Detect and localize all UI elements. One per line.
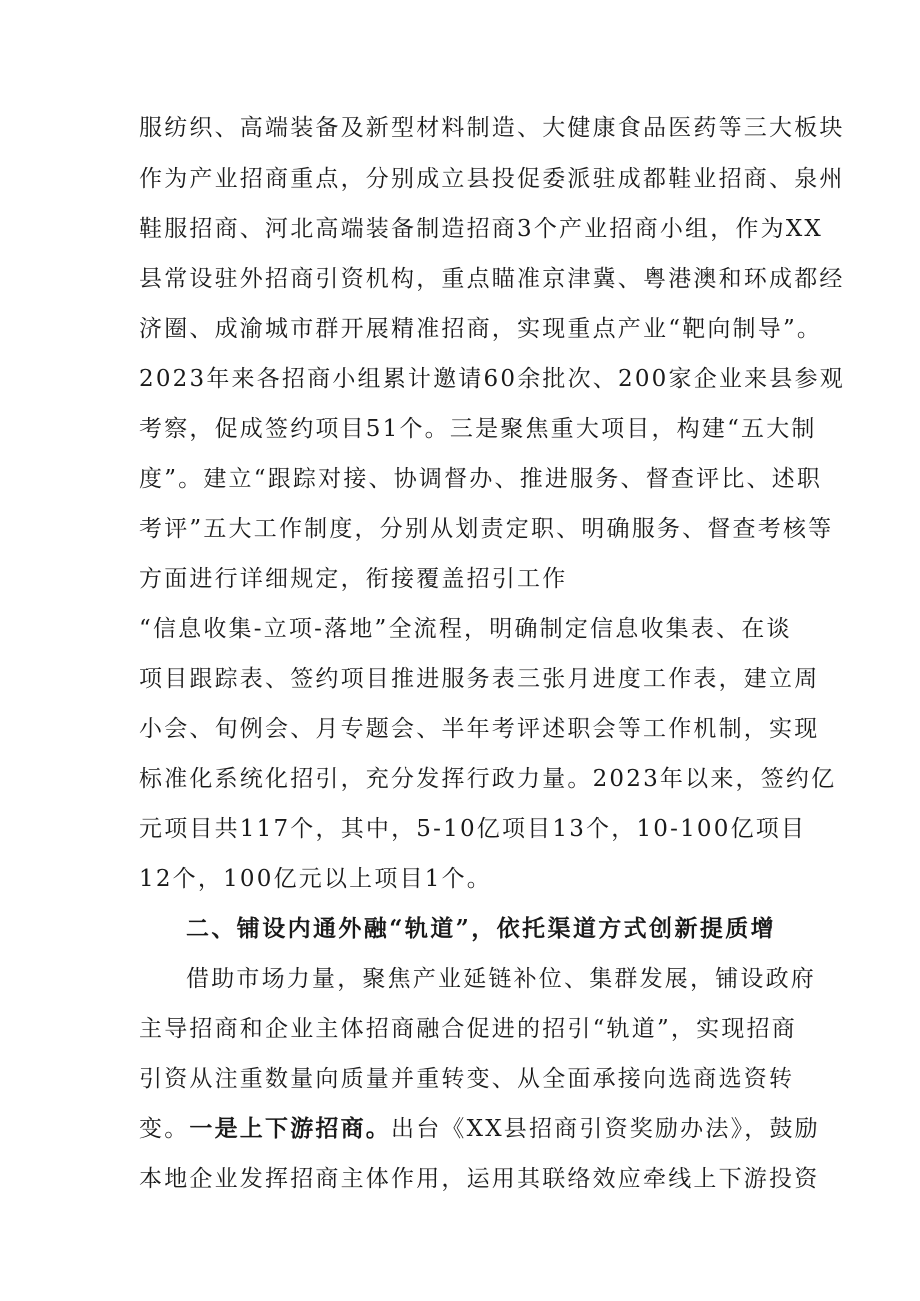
text-line: 本地企业发挥招商主体作用，运用其联络效应牵线上下游投资 bbox=[139, 1166, 820, 1192]
text-line: 服纺织、高端装备及新型材料制造、大健康食品医药等三大板块 bbox=[139, 115, 845, 141]
text-line: 作为产业招商重点，分别成立县投促委派驻成都鞋业招商、泉州 bbox=[139, 166, 845, 192]
text-line: 项目跟踪表、签约项目推进服务表三张月进度工作表，建立周 bbox=[139, 666, 820, 692]
text-line: 标准化系统化招引，充分发挥行政力量。2023年以来，签约亿 bbox=[139, 766, 837, 792]
text-line: 考察，促成签约项目51个。三是聚焦重大项目，构建“五大制 bbox=[139, 416, 817, 442]
text-line: 度”。建立“跟踪对接、协调督办、推进服务、督查评比、述职 bbox=[139, 466, 823, 492]
text-line: 主导招商和企业主体招商融合促进的招引“轨道”，实现招商 bbox=[139, 1016, 797, 1042]
text-line: 引资从注重数量向质量并重转变、从全面承接向选商选资转 bbox=[139, 1066, 795, 1092]
bold-subheading: 一是上下游招商。 bbox=[189, 1115, 392, 1142]
text-line: 济圈、成渝城市群开展精准招商，实现重点产业“靶向制导”。 bbox=[139, 316, 823, 342]
text-fragment: 出台《XX县招商引资奖励办法》，鼓励 bbox=[391, 1116, 820, 1142]
text-line: 小会、旬例会、月专题会、半年考评述职会等工作机制，实现 bbox=[139, 716, 820, 742]
text-line: 方面进行详细规定，衔接覆盖招引工作 bbox=[139, 566, 568, 592]
text-line: 元项目共117个，其中，5-10亿项目13个，10-100亿项目 bbox=[139, 816, 807, 842]
section-heading: 二、铺设内通外融“轨道”，依托渠道方式创新提质增 bbox=[186, 915, 777, 942]
text-line: 12个，100亿元以上项目1个。 bbox=[139, 866, 492, 892]
text-fragment: 变。 bbox=[139, 1116, 190, 1142]
text-line: 借助市场力量，聚焦产业延链补位、集群发展，铺设政府 bbox=[186, 966, 816, 992]
text-line: 2023年来各招商小组累计邀请60余批次、200家企业来县参观 bbox=[139, 366, 845, 392]
text-line: “信息收集-立项-落地”全流程，明确制定信息收集表、在谈 bbox=[139, 616, 792, 642]
text-line bbox=[139, 1114, 820, 1144]
text-line: 鞋服招商、河北高端装备制造招商3个产业招商小组，作为XX bbox=[139, 216, 823, 242]
text-line: 县常设驻外招商引资机构，重点瞄准京津冀、粤港澳和环成都经 bbox=[139, 266, 845, 292]
text-line: 考评”五大工作制度，分别从划责定职、明确服务、督查考核等 bbox=[139, 516, 834, 542]
